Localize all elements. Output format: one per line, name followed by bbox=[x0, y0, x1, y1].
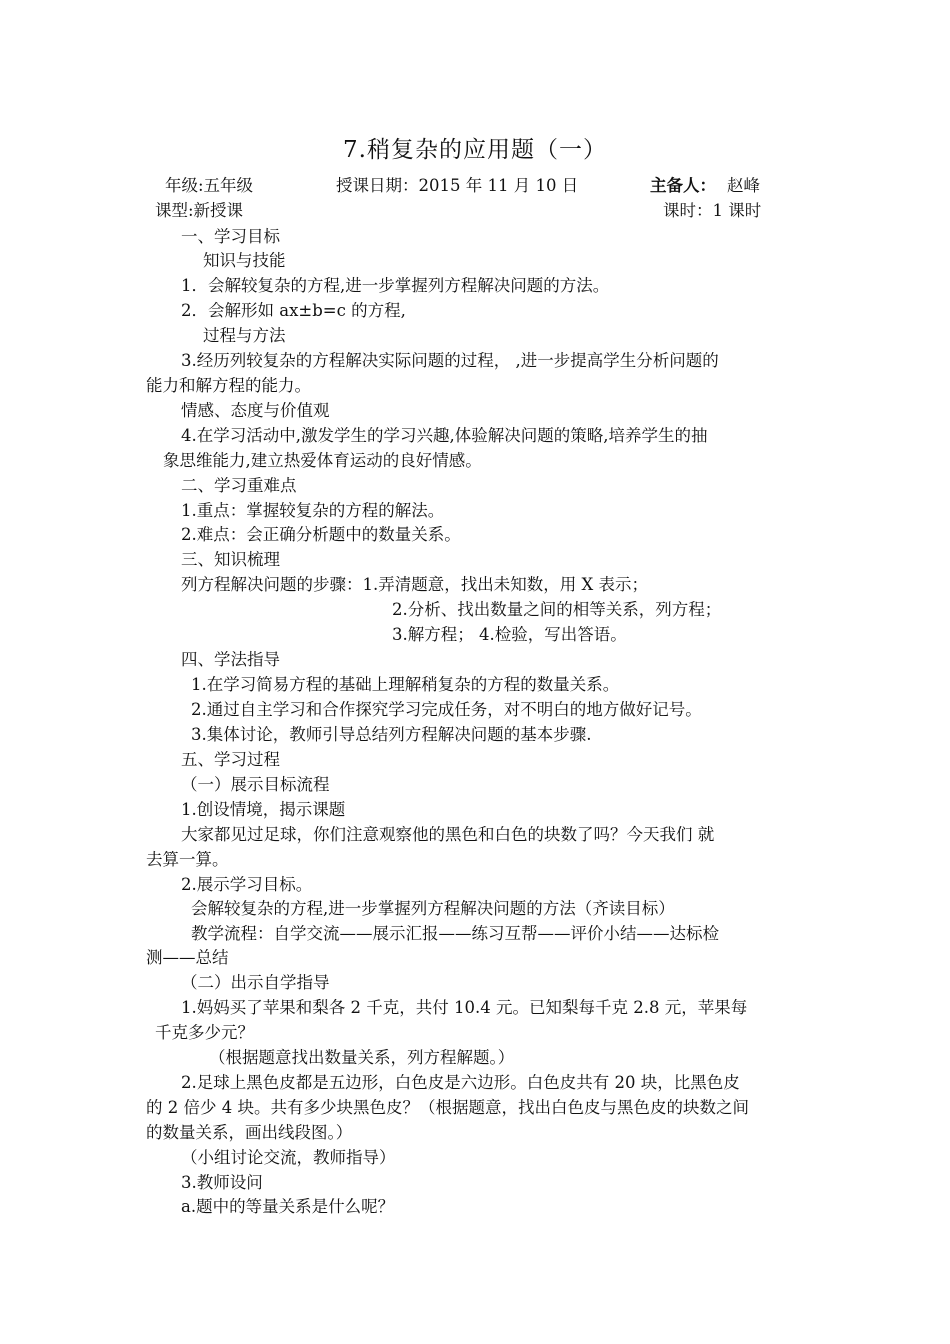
grade-label: 年级:五年级 bbox=[165, 176, 254, 195]
text-line: 的 2 倍少 4 块。共有多少块黑色皮？（根据题意，找出白色皮与黑色皮的块数之间 bbox=[146, 1098, 749, 1117]
section-heading: 五、学习过程 bbox=[181, 750, 280, 769]
text-line: 1.重点：掌握较复杂的方程的解法。 bbox=[181, 501, 445, 520]
subsection-heading: 知识与技能 bbox=[203, 251, 286, 270]
text-line: 1．会解较复杂的方程,进一步掌握列方程解决问题的方法。 bbox=[181, 276, 610, 295]
document-title: 7.稍复杂的应用题（一） bbox=[343, 137, 607, 163]
lesson-periods: 课时：1 课时 bbox=[663, 201, 762, 220]
text-line: （小组讨论交流，教师指导） bbox=[181, 1148, 396, 1167]
text-line: 列方程解决问题的步骤：1.弄清题意，找出未知数，用 X 表示； bbox=[181, 575, 648, 594]
subsection-heading: （一）展示目标流程 bbox=[181, 775, 330, 794]
text-line: 测——总结 bbox=[146, 948, 229, 967]
text-line: 大家都见过足球，你们注意观察他的黑色和白色的块数了吗？今天我们 就 bbox=[181, 825, 715, 844]
text-line: 3.经历列较复杂的方程解决实际问题的过程， ,进一步提高学生分析问题的 bbox=[181, 351, 719, 370]
section-heading: 四、学法指导 bbox=[181, 650, 280, 669]
text-line: 1.创设情境，揭示课题 bbox=[181, 800, 346, 819]
text-line: 2.分析、找出数量之间的相等关系，列方程； bbox=[392, 600, 722, 619]
lesson-date: 授课日期：2015 年 11 月 10 日 bbox=[336, 176, 579, 195]
text-line: 3.教师设问 bbox=[181, 1173, 263, 1192]
text-line: a.题中的等量关系是什么呢？ bbox=[181, 1197, 395, 1216]
lesson-type: 课型:新授课 bbox=[155, 201, 244, 220]
text-line: 2．会解形如 ax±b=c 的方程, bbox=[181, 301, 406, 320]
subsection-heading: （二）出示自学指导 bbox=[181, 973, 330, 992]
text-line: 教学流程：自学交流——展示汇报——练习互帮——评价小结——达标检 bbox=[191, 924, 719, 943]
text-line: 2.难点：会正确分析题中的数量关系。 bbox=[181, 525, 461, 544]
preparer-name: 赵峰 bbox=[727, 176, 760, 195]
text-line: 1.妈妈买了苹果和梨各 2 千克，共付 10.4 元。已知梨每千克 2.8 元，苹果每 bbox=[181, 998, 748, 1017]
text-line: 3.集体讨论，教师引导总结列方程解决问题的基本步骤. bbox=[191, 725, 592, 744]
subsection-heading: 过程与方法 bbox=[203, 326, 286, 345]
text-line: 2.展示学习目标。 bbox=[181, 875, 313, 894]
text-line: 的数量关系，画出线段图。） bbox=[146, 1123, 353, 1142]
text-line: 2.足球上黑色皮都是五边形，白色皮是六边形。白色皮共有 20 块，比黑色皮 bbox=[181, 1073, 740, 1092]
subsection-heading: 情感、态度与价值观 bbox=[181, 401, 330, 420]
section-heading: 一、学习目标 bbox=[181, 227, 280, 246]
text-line: 4.在学习活动中,激发学生的学习兴趣,体验解决问题的策略,培养学生的抽 bbox=[181, 426, 708, 445]
text-line: （根据题意找出数量关系，列方程解题。） bbox=[209, 1048, 515, 1067]
section-heading: 三、知识梳理 bbox=[181, 550, 280, 569]
text-line: 千克多少元？ bbox=[155, 1023, 254, 1042]
text-line: 1.在学习简易方程的基础上理解稍复杂的方程的数量关系。 bbox=[191, 675, 620, 694]
text-line: 2.通过自主学习和合作探究学习完成任务，对不明白的地方做好记号。 bbox=[191, 700, 702, 719]
text-line: 会解较复杂的方程,进一步掌握列方程解决问题的方法（齐读目标） bbox=[191, 899, 675, 918]
text-line: 3.解方程； 4.检验，写出答语。 bbox=[392, 625, 627, 644]
text-line: 能力和解方程的能力。 bbox=[146, 376, 311, 395]
text-line: 象思维能力,建立热爱体育运动的良好情感。 bbox=[163, 451, 482, 470]
preparer-label: 主备人： bbox=[650, 176, 716, 195]
text-line: 去算一算。 bbox=[146, 850, 229, 869]
section-heading: 二、学习重难点 bbox=[181, 476, 297, 495]
